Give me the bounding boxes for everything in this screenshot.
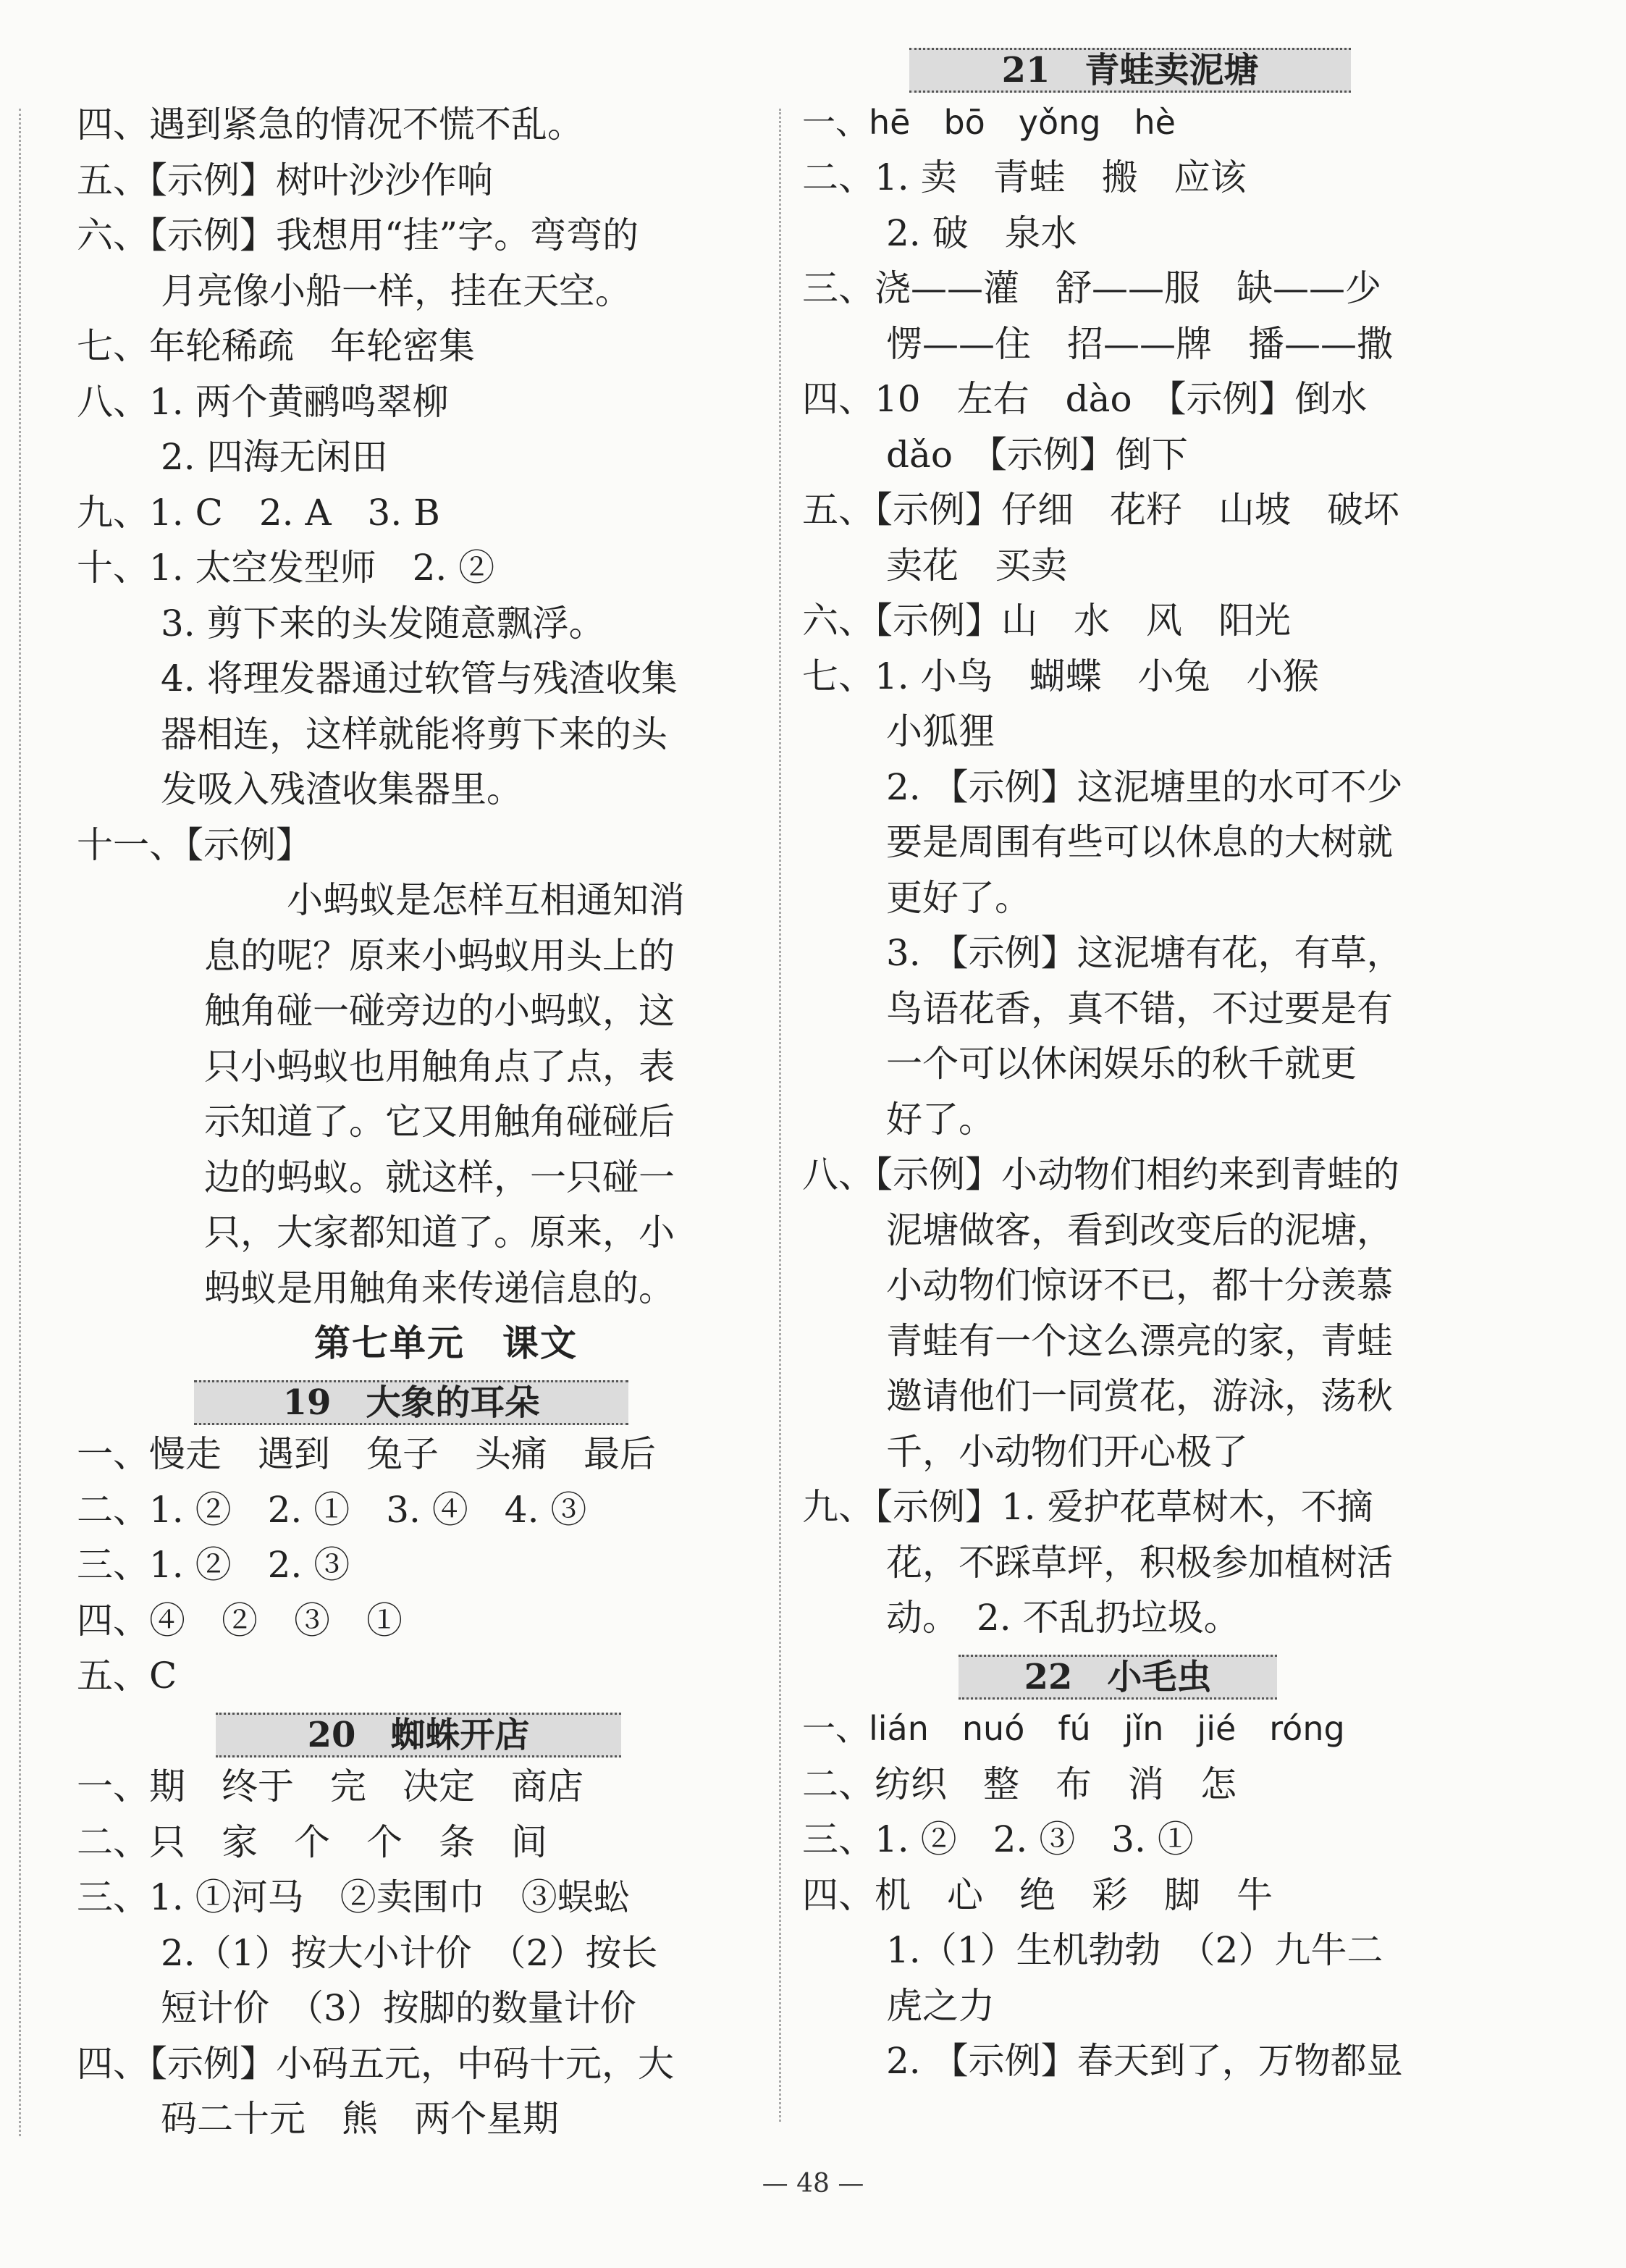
- answer-line: 花，不踩草坪，积极参加植树活: [886, 1541, 1393, 1584]
- answer-line: 三、1. ② 2. ③ 3. ①: [802, 1818, 1194, 1860]
- answer-line: 七、1. 小鸟 蝴蝶 小兔 小猴: [802, 655, 1319, 697]
- answer-line: 四、10 左右 dào 【示例】倒水: [802, 378, 1368, 420]
- answer-line: 小动物们惊讶不已，都十分羡慕: [886, 1264, 1393, 1306]
- answer-line: 一、期 终于 完 决定 商店: [77, 1765, 584, 1807]
- right-column: [802, 50, 1483, 2089]
- lesson-title: 19 大象的耳朵: [194, 1380, 628, 1425]
- page-number: — 48 —: [762, 2169, 864, 2198]
- lesson-title: 21 青蛙卖泥塘: [909, 48, 1351, 93]
- answer-line: dǎo 【示例】倒下: [886, 433, 1188, 476]
- answer-line: 动。 2. 不乱扔垃圾。: [886, 1597, 1240, 1639]
- answer-line: 五、C: [77, 1655, 177, 1697]
- answer-line: 二、纺织 整 布 消 怎: [802, 1763, 1237, 1805]
- lesson-19-header: [77, 1372, 757, 1427]
- answer-line: 二、只 家 个 个 条 间: [77, 1820, 547, 1863]
- answer-line: 小狐狸: [886, 710, 995, 752]
- lesson-title: 22 小毛虫: [959, 1655, 1277, 1700]
- answer-line: 四、【示例】小码五元，中码十元，大: [77, 2042, 674, 2085]
- answer-line: 2. 【示例】春天到了，万物都显: [886, 2040, 1403, 2082]
- lesson-20-header: [77, 1704, 757, 1760]
- lesson-title: 20 蜘蛛开店: [216, 1713, 621, 1757]
- answer-line: 码二十元 熊 两个星期: [161, 2098, 559, 2140]
- answer-line: 边的蚂蚁。就这样，一只碰一: [204, 1156, 675, 1198]
- answer-line: 五、【示例】仔细 花籽 山坡 破坏: [802, 489, 1399, 531]
- answer-line: 触角碰一碰旁边的小蚂蚁，这: [204, 990, 675, 1032]
- answer-line: 八、【示例】小动物们相约来到青蛙的: [802, 1154, 1399, 1196]
- answer-line: 六、【示例】我想用“挂”字。弯弯的: [77, 214, 639, 256]
- answer-line: 月亮像小船一样，挂在天空。: [161, 269, 631, 312]
- answer-line: 1.（1）生机勃勃 （2）九牛二: [886, 1929, 1383, 1971]
- answer-line: 四、遇到紧急的情况不慌不乱。: [77, 104, 584, 146]
- answer-line: 二、1. ② 2. ① 3. ④ 4. ③: [77, 1488, 587, 1531]
- answer-line: 三、1. ①河马 ②卖围巾 ③蜈蚣: [77, 1876, 630, 1918]
- answer-line: 一、lián nuó fú jǐn jié róng: [802, 1709, 1345, 1748]
- answer-line: 十一、【示例】: [77, 823, 312, 866]
- answer-line: 示知道了。它又用触角碰碰后: [204, 1101, 675, 1143]
- answer-line: 蚂蚁是用触角来传递信息的。: [204, 1267, 675, 1309]
- answer-line: 邀请他们一同赏花，游泳，荡秋: [886, 1375, 1393, 1417]
- answer-line: 青蛙有一个这么漂亮的家，青蛙: [886, 1319, 1393, 1362]
- answer-line: 一、hē bō yǒng hè: [802, 102, 1176, 142]
- unit-title: 第七单元 课文: [314, 1322, 578, 1364]
- answer-line: 2. 【示例】这泥塘里的水可不少: [886, 765, 1403, 808]
- answer-line: 短计价 （3）按脚的数量计价: [161, 1987, 636, 2029]
- lesson-22-header: [802, 1646, 1483, 1702]
- answer-line: 2. 四海无闲田: [161, 436, 388, 478]
- answer-line: 十、1. 太空发型师 2. ②: [77, 547, 495, 589]
- answer-line: 二、1. 卖 青蛙 搬 应该: [802, 156, 1247, 198]
- answer-line: 一、慢走 遇到 兔子 头痛 最后: [77, 1433, 656, 1475]
- lesson-21-header: [802, 39, 1483, 95]
- answer-line: 三、浇——灌 舒——服 缺——少: [802, 267, 1381, 309]
- page-edge-dotted-line: [19, 109, 21, 2136]
- answer-line: 一个可以休闲娱乐的秋千就更: [886, 1043, 1357, 1085]
- answer-line: 四、机 心 绝 彩 脚 牛: [802, 1873, 1273, 1916]
- answer-line: 小蚂蚁是怎样互相通知消: [287, 879, 685, 921]
- answer-line: 千，小动物们开心极了: [886, 1430, 1248, 1473]
- answer-line: 四、④ ② ③ ①: [77, 1599, 403, 1642]
- answer-line: 3. 剪下来的头发随意飘浮。: [161, 602, 605, 644]
- answer-line: 愣——住 招——牌 播——撒: [886, 322, 1393, 365]
- answer-line: 要是周围有些可以休息的大树就: [886, 821, 1393, 863]
- answer-line: 虎之力: [886, 1984, 995, 2027]
- answer-line: 更好了。: [886, 876, 1031, 919]
- answer-line: 2. 破 泉水: [886, 211, 1077, 254]
- answer-line: 泥塘做客，看到改变后的泥塘，: [886, 1209, 1393, 1251]
- answer-line: 好了。: [886, 1098, 995, 1141]
- left-column: [77, 97, 757, 2147]
- answer-line: 只小蚂蚁也用触角点了点，表: [204, 1045, 675, 1088]
- answer-line: 三、1. ② 2. ③: [77, 1544, 350, 1586]
- answer-line: 七、年轮稀疏 年轮密集: [77, 325, 475, 367]
- answer-line: 器相连，这样就能将剪下来的头: [161, 713, 667, 755]
- answer-line: 息的呢？原来小蚂蚁用头上的: [204, 934, 675, 977]
- answer-line: 只，大家都知道了。原来，小: [204, 1211, 675, 1253]
- answer-line: 八、1. 两个黄鹂鸣翠柳: [77, 380, 449, 423]
- answer-line: 3. 【示例】这泥塘有花，有草，: [886, 932, 1403, 974]
- answer-line: 六、【示例】山 水 风 阳光: [802, 600, 1291, 642]
- answer-line: 2.（1）按大小计价 （2）按长: [161, 1931, 658, 1974]
- answer-line: 鸟语花香，真不错，不过要是有: [886, 987, 1393, 1030]
- answer-line: 发吸入残渣收集器里。: [161, 768, 523, 810]
- answer-line: 九、1. C 2. A 3. B: [77, 491, 440, 534]
- answer-line: 五、【示例】树叶沙沙作响: [77, 159, 493, 201]
- answer-line: 4. 将理发器通过软管与残渣收集: [161, 658, 678, 700]
- answer-line: 九、【示例】1. 爱护花草树木，不摘: [802, 1486, 1373, 1528]
- column-divider: [779, 109, 781, 2122]
- answer-line: 卖花 买卖: [886, 544, 1067, 587]
